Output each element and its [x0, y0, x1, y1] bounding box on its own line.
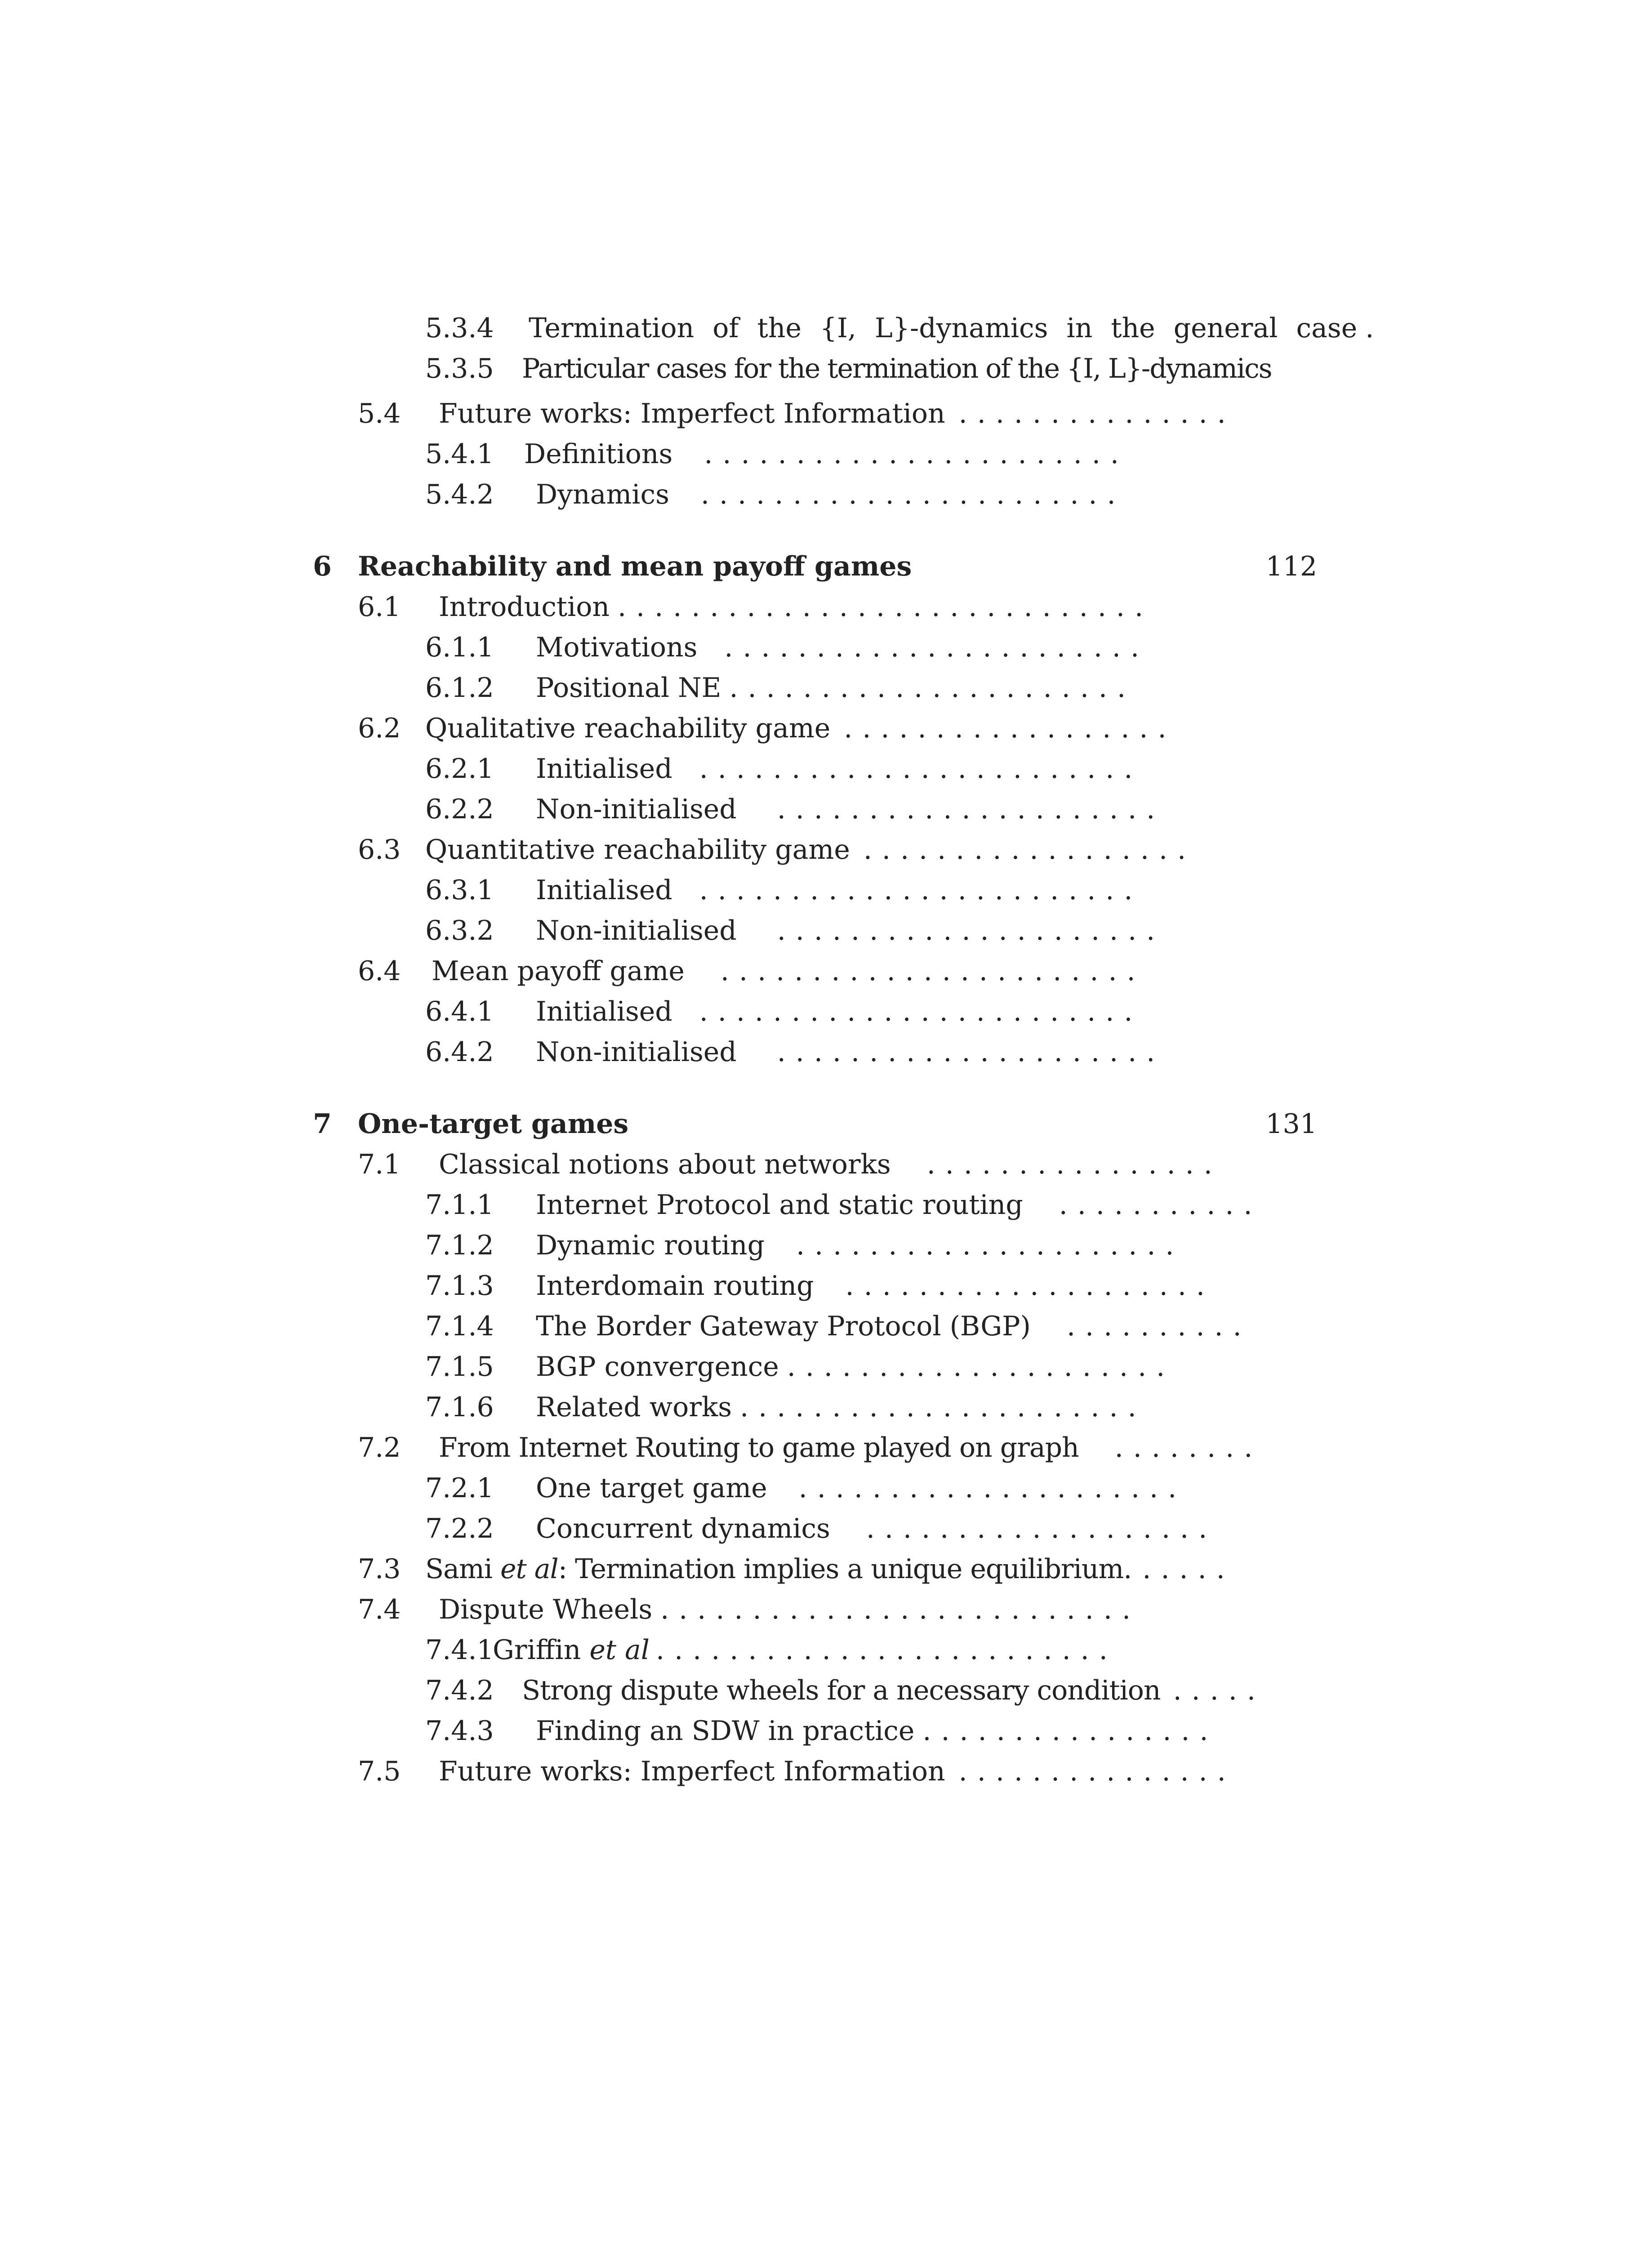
- toc-entry[interactable]: [425, 1227, 1295, 1263]
- toc-entry-title: Particular cases for the termination of the {I, L}-dynamics: [522, 353, 1272, 384]
- toc-entry[interactable]: [425, 477, 1277, 513]
- toc-entry[interactable]: [425, 629, 1295, 665]
- toc-entry-number: 7.1.5: [425, 1351, 494, 1383]
- toc-entry[interactable]: [425, 913, 1295, 949]
- toc-entry[interactable]: [358, 832, 1268, 868]
- toc-entry-title: Strong dispute wheels for a necessary condition: [522, 1675, 1161, 1706]
- toc-leader-dots: ......................: [740, 1392, 1146, 1423]
- toc-entry[interactable]: [425, 1713, 1277, 1749]
- toc-entry-title: Non-initialised: [536, 915, 737, 946]
- toc-leader-dots: ...........: [1059, 1189, 1262, 1221]
- toc-entry-title: Introduction: [439, 591, 610, 623]
- toc-entry-number: 7.1.2: [425, 1230, 494, 1261]
- toc-entry-title: From Internet Routing to game played on graph: [439, 1432, 1079, 1463]
- toc-title-text: Griffin: [493, 1634, 590, 1666]
- toc-entry[interactable]: [425, 791, 1277, 827]
- toc-leader-dots: ....................: [845, 1270, 1215, 1302]
- toc-entry[interactable]: [358, 1753, 1277, 1789]
- chapter-heading[interactable]: [313, 1106, 1317, 1142]
- toc-entry[interactable]: [425, 1470, 1295, 1506]
- toc-entry[interactable]: [425, 1268, 1295, 1304]
- toc-leader-dots: ...................: [866, 1513, 1217, 1544]
- toc-entry-number: 7.1.4: [425, 1311, 494, 1342]
- toc-leader-dots: ........................: [699, 753, 1143, 785]
- toc-leader-dots: .: [1365, 312, 1384, 344]
- toc-entry[interactable]: [425, 310, 1384, 346]
- toc-entry[interactable]: [425, 751, 1295, 787]
- toc-entry-number: 7.1.1: [425, 1189, 494, 1221]
- toc-entry-number: 6.3.2: [425, 915, 494, 946]
- toc-leader-dots: .............................: [617, 591, 1153, 623]
- toc-entry-number: 5.4.1: [425, 438, 494, 470]
- toc-entry-number: 7.4.2: [425, 1675, 494, 1706]
- toc-entry-number: 7.1.6: [425, 1392, 494, 1423]
- toc-entry-title: Initialised: [536, 753, 672, 785]
- toc-leader-dots: ...............: [958, 1756, 1236, 1787]
- toc-title-emphasis: et al: [500, 1553, 558, 1585]
- toc-entry-title: Mean payoff game: [432, 955, 685, 987]
- toc-entry-number: 6.4: [358, 955, 401, 987]
- toc-entry[interactable]: [425, 1308, 1295, 1344]
- toc-entry-title: Motivations: [536, 632, 698, 663]
- toc-entry-title: Initialised: [536, 996, 672, 1027]
- toc-entry[interactable]: [358, 1430, 1295, 1466]
- toc-leader-dots: .....................: [798, 1472, 1187, 1504]
- toc-leader-dots: .......................: [700, 479, 1126, 510]
- toc-entry-number: 7.2.1: [425, 1472, 494, 1504]
- toc-entry[interactable]: [425, 872, 1295, 908]
- toc-entry-number: 6.4.1: [425, 996, 494, 1027]
- chapter-number: 7: [313, 1108, 332, 1140]
- toc-entry-number: 6.1.2: [425, 672, 494, 704]
- toc-entry-number: 6.3: [358, 834, 401, 865]
- toc-leader-dots: .......................: [720, 955, 1145, 987]
- toc-entry-title: One target game: [536, 1472, 767, 1504]
- toc-leader-dots: ........................: [699, 996, 1143, 1027]
- toc-entry-title: Future works: Imperfect Information: [439, 398, 945, 429]
- toc-leader-dots: ..........: [1066, 1311, 1251, 1342]
- toc-entry-number: 6.2: [358, 713, 401, 744]
- toc-entry[interactable]: [425, 1511, 1295, 1547]
- toc-entry[interactable]: [425, 1034, 1295, 1070]
- toc-entry-number: 7.1.3: [425, 1270, 494, 1302]
- toc-leader-dots: .....................: [787, 1351, 1175, 1383]
- toc-entry-title: Dynamic routing: [536, 1230, 765, 1261]
- toc-entry-number: 6.1: [358, 591, 401, 623]
- toc-entry-number: 7.1: [358, 1149, 401, 1180]
- toc-entry[interactable]: [425, 670, 1277, 706]
- toc-title-emphasis: et al: [589, 1634, 650, 1666]
- toc-entry-number: 5.3.5: [425, 353, 494, 384]
- toc-leader-dots: ......................: [729, 672, 1136, 704]
- toc-entry[interactable]: [425, 1187, 1295, 1223]
- toc-entry-title: Non-initialised: [536, 794, 737, 825]
- toc-entry-title: Termination of the {I, L}-dynamics in the general case: [529, 312, 1358, 344]
- toc-entry-number: 6.4.2: [425, 1036, 494, 1068]
- toc-leader-dots: .....................: [796, 1230, 1184, 1261]
- toc-entry-number: 7.5: [358, 1756, 401, 1787]
- toc-title-text: Sami: [425, 1553, 501, 1585]
- toc-entry-title: Definitions: [524, 438, 673, 470]
- toc-entry-number: 5.3.4: [425, 312, 494, 344]
- chapter-title: One-target games: [358, 1108, 629, 1140]
- toc-entry-title: Initialised: [536, 874, 672, 906]
- toc-title-text: : Termination implies a unique equilibrium.: [558, 1553, 1132, 1585]
- toc-leader-dots: ........................: [699, 874, 1143, 906]
- toc-entry-title: Concurrent dynamics: [536, 1513, 830, 1544]
- toc-entry[interactable]: [425, 436, 1250, 472]
- toc-entry-number: 7.2.2: [425, 1513, 494, 1544]
- toc-leader-dots: .....: [1142, 1553, 1235, 1585]
- toc-entry[interactable]: [425, 994, 1295, 1030]
- toc-entry-number: 7.3: [358, 1553, 401, 1585]
- toc-entry-title: Classical notions about networks: [439, 1149, 891, 1180]
- toc-leader-dots: .........................: [656, 1634, 1118, 1666]
- toc-leader-dots: .......................: [724, 632, 1149, 663]
- toc-leader-dots: ..................: [863, 834, 1196, 865]
- toc-entry[interactable]: [358, 1551, 1272, 1587]
- toc-entry-title: Dynamics: [536, 479, 669, 510]
- toc-entry-number: 6.2.1: [425, 753, 494, 785]
- toc-entry-title: Interdomain routing: [536, 1270, 814, 1302]
- toc-entry[interactable]: [425, 1632, 1218, 1668]
- chapter-title: Reachability and mean payoff games: [358, 551, 912, 582]
- toc-entry-number: 5.4: [358, 398, 401, 429]
- toc-entry-title: Future works: Imperfect Information: [439, 1756, 945, 1787]
- toc-entry-number: 7.4.1: [425, 1634, 494, 1666]
- toc-entry-title: Related works: [536, 1392, 732, 1423]
- chapter-number: 6: [313, 551, 332, 582]
- toc-entry-title: Finding an SDW in practice: [536, 1715, 915, 1747]
- toc-leader-dots: .....................: [777, 915, 1165, 946]
- toc-entry[interactable]: [425, 351, 1340, 387]
- toc-entry[interactable]: [358, 710, 1268, 746]
- chapter-page-number: 112: [1265, 551, 1317, 582]
- toc-entry[interactable]: [358, 396, 1277, 432]
- toc-entry[interactable]: [358, 589, 1277, 625]
- toc-entry-title: Non-initialised: [536, 1036, 737, 1068]
- toc-entry-title: The Border Gateway Protocol (BGP): [536, 1311, 1031, 1342]
- chapter-heading[interactable]: [313, 549, 1317, 584]
- toc-leader-dots: .....: [1173, 1675, 1265, 1706]
- toc-leader-dots: ................: [926, 1149, 1222, 1180]
- toc-leader-dots: ................: [922, 1715, 1218, 1747]
- toc-leader-dots: ..................: [844, 713, 1176, 744]
- toc-entry[interactable]: [358, 1146, 1295, 1182]
- toc-entry-title: [425, 1551, 1131, 1587]
- toc-entry[interactable]: [358, 1592, 1277, 1628]
- toc-entry[interactable]: [425, 1673, 1263, 1708]
- toc-entry-number: 7.4: [358, 1594, 401, 1625]
- toc-leader-dots: ...............: [958, 398, 1236, 429]
- toc-entry-title: Dispute Wheels: [439, 1594, 653, 1625]
- toc-entry-title: Qualitative reachability game: [425, 713, 831, 744]
- toc-leader-dots: ..........................: [660, 1594, 1141, 1625]
- toc-entry-number: 6.1.1: [425, 632, 494, 663]
- toc-entry-title: [493, 1632, 650, 1668]
- toc-entry-title: Positional NE: [536, 672, 721, 704]
- toc-leader-dots: .....................: [777, 794, 1165, 825]
- toc-leader-dots: ........: [1114, 1432, 1263, 1463]
- toc-entry-title: Internet Protocol and static routing: [536, 1189, 1023, 1221]
- toc-entry-title: Quantitative reachability game: [425, 834, 850, 865]
- toc-entry-number: 6.3.1: [425, 874, 494, 906]
- toc-entry-title: BGP convergence: [536, 1351, 779, 1383]
- toc-entry[interactable]: [358, 953, 1277, 989]
- toc-entry[interactable]: [425, 1349, 1295, 1385]
- toc-entry-number: 5.4.2: [425, 479, 494, 510]
- chapter-page-number: 131: [1265, 1108, 1317, 1140]
- toc-leader-dots: .......................: [704, 438, 1129, 470]
- toc-entry[interactable]: [425, 1389, 1277, 1425]
- toc-entry-number: 7.4.3: [425, 1715, 494, 1747]
- toc-entry-number: 6.2.2: [425, 794, 494, 825]
- toc-leader-dots: .....................: [777, 1036, 1165, 1068]
- toc-entry-number: 7.2: [358, 1432, 401, 1463]
